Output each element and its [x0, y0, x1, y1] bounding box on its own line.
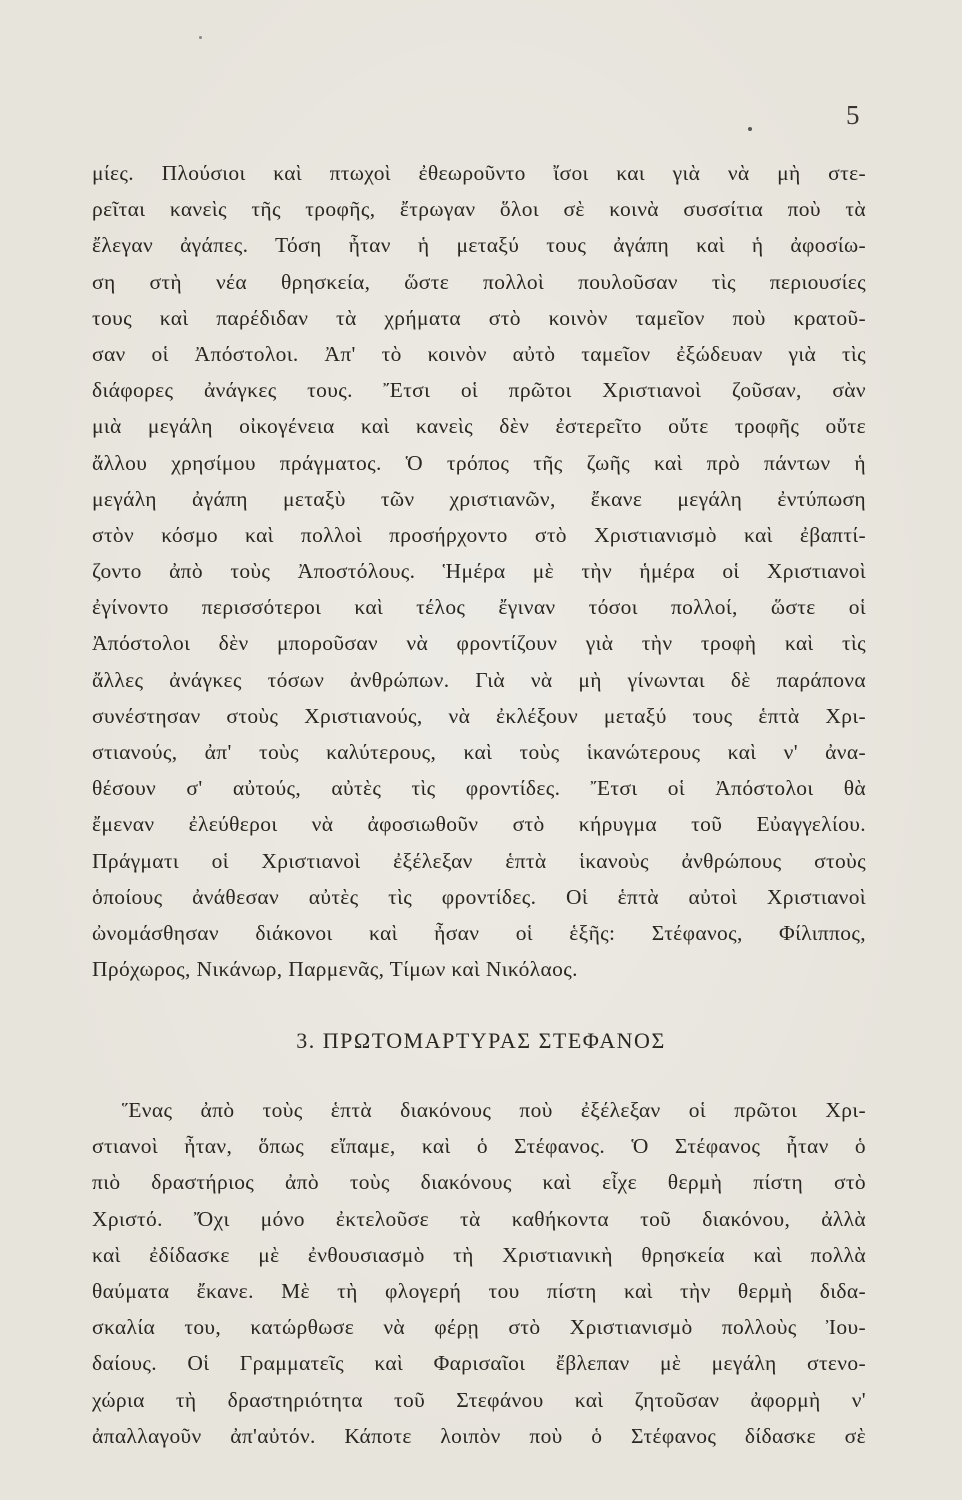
text-line: ὁποίους ἀνάθεσαν αὐτὲς τὶς φροντίδες. Οἱ ἑπτὰ αὐτοὶ Χριστιανοὶ — [92, 884, 866, 909]
text-line: ἄλλου χρησίμου πράγματος. Ὁ τρόπος τῆς ζωῆς καὶ πρὸ πάντων ἡ — [92, 450, 866, 475]
section-heading-text: 3. ΠΡΩΤΟΜΑΡΤΥΡΑΣ ΣΤΕΦΑΝΟΣ — [296, 1028, 666, 1053]
text-line: χώρια τὴ δραστηριότητα τοῦ Στεφάνου καὶ ζητοῦσαν ἀφορμὴ ν' — [92, 1387, 866, 1412]
text-line: Ἀπόστολοι δὲν μποροῦσαν νὰ φροντίζουν γιὰ τὴν τροφὴ καὶ τὶς — [92, 631, 866, 656]
text-line: σαν οἱ Ἀπόστολοι. Ἀπ' τὸ κοινὸν αὐτὸ ταμεῖον ἐξώδευαν γιὰ τὶς — [92, 341, 866, 366]
paragraph-deacons — [92, 155, 866, 987]
text-line: στὸν κόσμο καὶ πολλοὶ προσήρχοντο στὸ Χριστιανισμὸ καὶ ἐβαπτί- — [92, 522, 866, 547]
text-line: ὠνομάσθησαν διάκονοι καὶ ἦσαν οἱ ἑξῆς: Στέφανος, Φίλιππος, — [92, 920, 866, 945]
paragraph-stephen — [92, 1092, 866, 1454]
text-line: Πράγματι οἱ Χριστιανοὶ ἐξέλεξαν ἑπτὰ ἱκανοὺς ἀνθρώπους στοὺς — [92, 848, 866, 873]
text-line: Χριστό. Ὄχι μόνο ἐκτελοῦσε τὰ καθήκοντα τοῦ διακόνου, ἀλλὰ — [92, 1206, 866, 1231]
text-line: μίες. Πλούσιοι καὶ πτωχοὶ ἐθεωροῦντο ἴσοι και γιὰ νὰ μὴ στε- — [92, 161, 866, 185]
text-line: καὶ ἐδίδασκε μὲ ἐνθουσιασμὸ τὴ Χριστιανικὴ θρησκεία καὶ πολλὰ — [92, 1242, 866, 1267]
text-line: τους καὶ παρέδιδαν τὰ χρήματα στὸ κοινὸν ταμεῖον ποὺ κρατοῦ- — [92, 305, 866, 330]
text-line: ἐγίνοντο περισσότεροι καὶ τέλος ἔγιναν τόσοι πολλοί, ὥστε οἱ — [92, 595, 866, 620]
text-line: διάφορες ἀνάγκες τους. Ἔτσι οἱ πρῶτοι Χριστιανοὶ ζοῦσαν, σὰν — [92, 378, 866, 403]
text-line: ἔλεγαν ἀγάπες. Τόση ἦταν ἡ μεταξύ τους ἀγάπη καὶ ἡ ἀφοσίω- — [92, 233, 866, 258]
text-line: θαύματα ἔκανε. Μὲ τὴ φλογερή του πίστη καὶ τὴν θερμὴ διδα- — [92, 1278, 866, 1303]
text-line: συνέστησαν στοὺς Χριστιανούς, νὰ ἐκλέξουν μεταξύ τους ἑπτὰ Χρι- — [92, 703, 866, 728]
print-speck — [199, 36, 202, 39]
text-line: μιὰ μεγάλη οἰκογένεια καὶ κανεὶς δὲν ἐστερεῖτο οὔτε τροφῆς οὔτε — [92, 414, 866, 439]
text-line: σκαλία του, κατώρθωσε νὰ φέρῃ στὸ Χριστιανισμὸ πολλοὺς Ἰου- — [92, 1315, 866, 1340]
text-line: στιανοὶ ἦταν, ὅπως εἴπαμε, καὶ ὁ Στέφανος. Ὁ Στέφανος ἦταν ὁ — [92, 1134, 866, 1159]
text-line: ἔμεναν ἐλεύθεροι νὰ ἀφοσιωθοῦν στὸ κήρυγμα τοῦ Εὐαγγελίου. — [92, 812, 866, 837]
text-line: ση στὴ νέα θρησκεία, ὥστε πολλοὶ πουλοῦσαν τὶς περιουσίες — [92, 269, 866, 294]
text-line: μεγάλη ἀγάπη μεταξὺ τῶν χριστιανῶν, ἔκανε μεγάλη ἐντύπωση — [92, 486, 866, 511]
text-line: ἀπαλλαγοῦν ἀπ'αὐτόν. Κάποτε λοιπὸν ποὺ ὁ Στέφανος δίδασκε σὲ — [92, 1423, 866, 1448]
text-line: δαίους. Οἱ Γραμματεῖς καὶ Φαρισαῖοι ἔβλεπαν μὲ μεγάλη στενο- — [92, 1351, 866, 1376]
text-line: θέσουν σ' αὐτούς, αὐτὲς τὶς φροντίδες. Ἔτσι οἱ Ἀπόστολοι θὰ — [92, 776, 866, 801]
text-line: πιὸ δραστήριος ἀπὸ τοὺς διακόνους καὶ εἶχε θερμὴ πίστη στὸ — [92, 1170, 866, 1195]
text-line: ρεῖται κανεὶς τῆς τροφῆς, ἔτρωγαν ὅλοι σὲ κοινὰ συσσίτια ποὺ τὰ — [92, 197, 866, 222]
print-speck — [748, 127, 752, 131]
section-heading — [0, 1028, 962, 1054]
text-line: Ἕνας ἀπὸ τοὺς ἑπτὰ διακόνους ποὺ ἐξέλεξαν οἱ πρῶτοι Χρι- — [122, 1098, 866, 1122]
text-line: ζοντο ἀπὸ τοὺς Ἀποστόλους. Ἡμέρα μὲ τὴν ἡμέρα οἱ Χριστιανοὶ — [92, 559, 866, 584]
text-line: στιανούς, ἀπ' τοὺς καλύτερους, καὶ τοὺς ἱκανώτερους καὶ ν' ἀνα- — [92, 740, 866, 764]
page-number: 5 — [846, 100, 860, 130]
text-line: ἄλλες ἀνάγκες τόσων ἀνθρώπων. Γιὰ νὰ μὴ γίνωνται δὲ παράπονα — [92, 667, 866, 692]
text-line: Πρόχωρος, Νικάνωρ, Παρμενᾶς, Τίμων καὶ Νικόλαος. — [92, 957, 578, 982]
